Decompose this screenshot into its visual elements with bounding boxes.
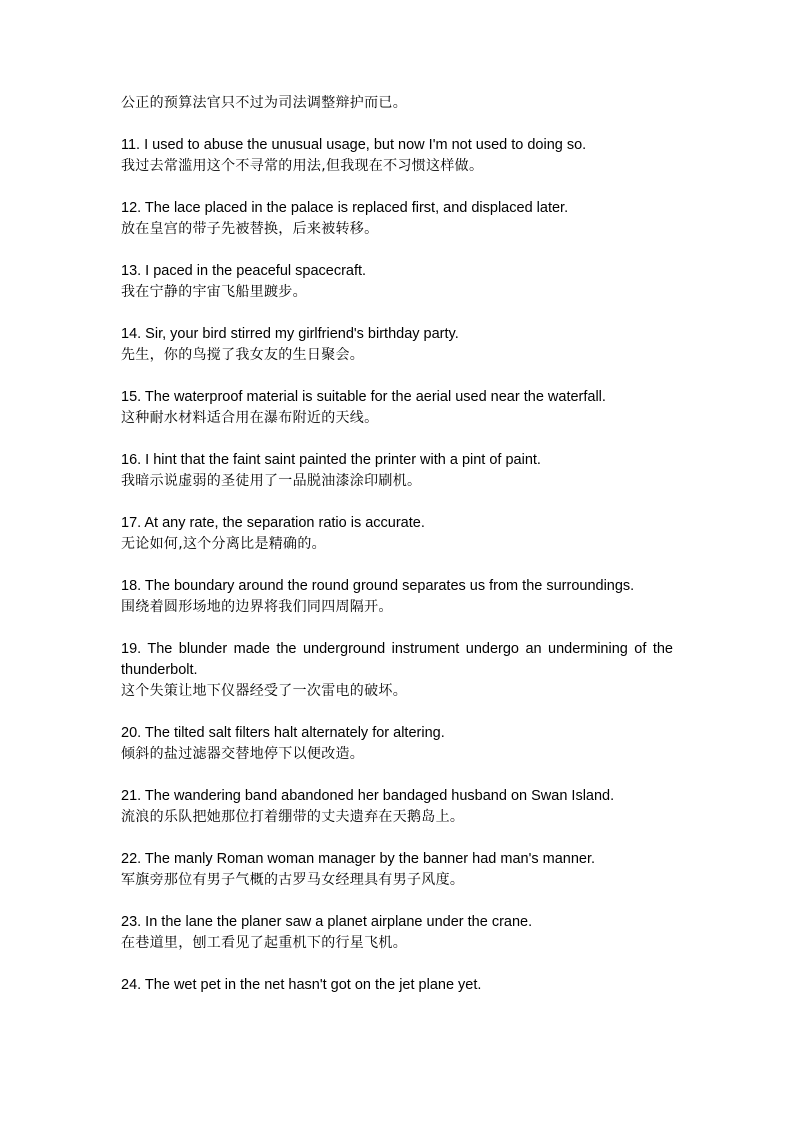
list-item [121, 723, 673, 765]
english-sentence: 16. I hint that the faint saint painted the printer with a pint of paint. [121, 452, 541, 468]
english-sentence: 11. I used to abuse the unusual usage, but now I'm not used to doing so. [121, 137, 587, 153]
english-sentence: 20. The tilted salt filters halt alternately for altering. [121, 725, 445, 741]
chinese-translation: 倾斜的盐过滤器交替地停下以便改造。 [121, 746, 365, 762]
english-sentence: 17. At any rate, the separation ratio is accurate. [121, 515, 425, 531]
chinese-translation: 流浪的乐队把她那位打着绷带的丈夫遗弃在天鹅岛上。 [121, 809, 465, 825]
list-item [121, 135, 673, 177]
english-sentence: 12. The lace placed in the palace is replaced first, and displaced later. [121, 200, 569, 216]
chinese-translation: 在巷道里，刨工看见了起重机下的行星飞机。 [121, 935, 407, 951]
english-sentence: 13. I paced in the peaceful spacecraft. [121, 263, 367, 279]
english-sentence: 18. The boundary around the round ground separates us from the surroundings. [121, 578, 635, 594]
english-sentence: 24. The wet pet in the net hasn't got on the jet plane yet. [121, 977, 482, 993]
english-sentence: 22. The manly Roman woman manager by the banner had man's manner. [121, 851, 596, 867]
chinese-translation: 先生，你的鸟搅了我女友的生日聚会。 [121, 347, 365, 363]
chinese-translation: 这种耐水材料适合用在瀑布附近的天线。 [121, 410, 379, 426]
chinese-translation: 军旗旁那位有男子气概的古罗马女经理具有男子风度。 [121, 872, 465, 888]
list-item [121, 513, 673, 555]
list-item [121, 261, 673, 303]
list-item [121, 849, 673, 891]
list-item [121, 324, 673, 366]
intro-line: 公正的预算法官只不过为司法调整辩护而已。 [121, 95, 407, 111]
list-item [121, 387, 673, 429]
english-sentence: 19. The blunder made the underground instrument undergo an undermining of the thunderbolt. [121, 641, 673, 678]
chinese-translation: 我在宁静的宇宙飞船里踱步。 [121, 284, 307, 300]
chinese-translation: 我过去常滥用这个不寻常的用法,但我现在不习惯这样做。 [121, 158, 484, 174]
chinese-translation: 无论如何,这个分离比是精确的。 [121, 536, 326, 552]
english-sentence: 23. In the lane the planer saw a planet airplane under the crane. [121, 914, 533, 930]
english-sentence: 21. The wandering band abandoned her bandaged husband on Swan Island. [121, 788, 615, 804]
chinese-translation: 围绕着圆形场地的边界将我们同四周隔开。 [121, 599, 393, 615]
english-sentence: 14. Sir, your bird stirred my girlfriend's birthday party. [121, 326, 459, 342]
list-item [121, 639, 673, 702]
list-item [121, 975, 673, 996]
list-item [121, 912, 673, 954]
chinese-translation: 这个失策让地下仪器经受了一次雷电的破坏。 [121, 683, 407, 699]
list-item [121, 198, 673, 240]
chinese-translation: 我暗示说虚弱的圣徒用了一品脱油漆涂印刷机。 [121, 473, 422, 489]
english-sentence: 15. The waterproof material is suitable for the aerial used near the waterfall. [121, 389, 606, 405]
chinese-translation: 放在皇宫的带子先被替换，后来被转移。 [121, 221, 379, 237]
list-item [121, 450, 673, 492]
list-item [121, 576, 673, 618]
list-item [121, 786, 673, 828]
document-page [121, 93, 673, 996]
